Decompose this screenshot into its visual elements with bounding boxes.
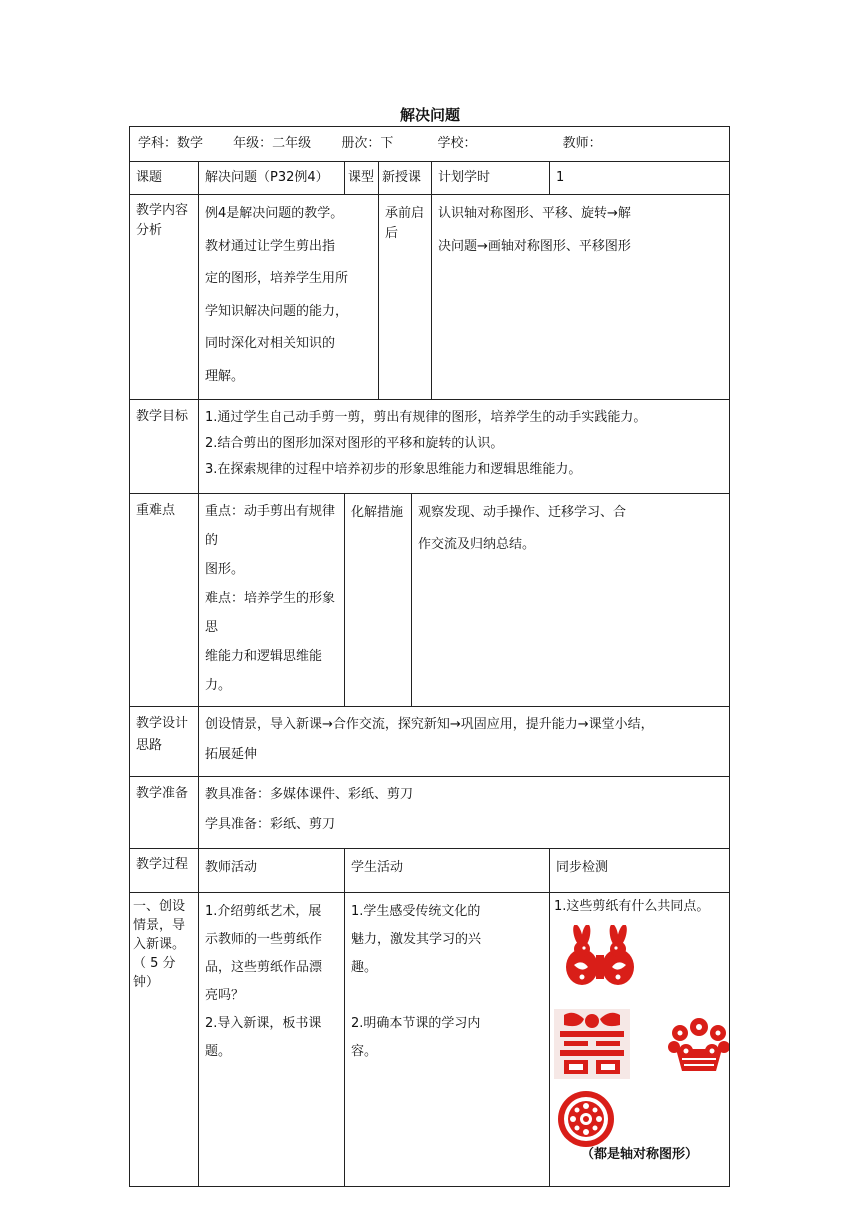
student-line: [351, 982, 543, 1010]
hours-value: 1: [550, 162, 730, 195]
type-label: 课型: [345, 162, 379, 195]
topic-label: 课题: [130, 162, 199, 195]
link-line: 决问题→画轴对称图形、平移图形: [438, 238, 631, 254]
topic-value: 解决问题（P32例4）: [199, 162, 345, 195]
school-field: 学校：: [437, 136, 477, 151]
analysis-line: 理解。: [205, 368, 245, 384]
teacher-line: 品，这些剪纸作品漂: [205, 960, 323, 975]
check-question: 1.这些剪纸有什么共同点。: [554, 899, 710, 914]
analysis-line: 例4是解决问题的教学。: [205, 206, 344, 221]
design-line: 拓展延伸: [205, 747, 258, 762]
link-line: 认识轴对称图形、平移、旋转→解: [438, 206, 631, 221]
analysis-line: 定的图形，培养学生用所: [205, 271, 349, 286]
check-answer: （都是轴对称图形）: [581, 1147, 699, 1162]
teacher-line: 2.导入新课，板书课: [205, 1016, 322, 1031]
design-label: 教学设计思路: [130, 707, 199, 777]
step1-label-line: （ 5 分: [133, 956, 176, 971]
grade-field: 年级：二年级: [233, 136, 312, 151]
design-content: [199, 707, 730, 777]
prep-item: 学具准备：彩纸、剪刀: [205, 817, 336, 832]
prep-content: [199, 777, 730, 849]
analysis-label-text: 教学内容分析: [136, 203, 189, 238]
teacher-line: 示教师的一些剪纸作: [205, 932, 323, 947]
design-line: 创设情景，导入新课→合作交流，探究新知→巩固应用，提升能力→课堂小结，: [205, 717, 654, 732]
measures-line: 观察发现、动手操作、迁移学习、合: [418, 505, 627, 520]
goals-label: 教学目标: [130, 400, 199, 494]
goals-content: [199, 400, 730, 494]
goal-item: 3.在探索规律的过程中培养初步的形象思维能力和逻辑思维能力。: [205, 462, 582, 477]
step1-label: [130, 893, 199, 1187]
teacher-line: 1.介绍剪纸艺术，展: [205, 904, 322, 919]
step1-label-line: 一、创设: [133, 899, 186, 914]
analysis-line: 学知识解决问题的能力，: [205, 303, 349, 319]
subject-field: 学科：数学: [138, 136, 204, 151]
goal-item: 1.通过学生自己动手剪一剪，剪出有规律的图形，培养学生的动手实践能力。: [205, 410, 647, 425]
analysis-label: [130, 195, 199, 400]
student-line: 趣。: [351, 960, 378, 975]
hours-label: 计划学时: [432, 162, 550, 195]
step1-label-line: 入新课。: [133, 937, 186, 952]
prep-label: 教学准备: [130, 777, 199, 849]
measures-label: 化解措施: [345, 494, 412, 707]
teacher-line: 题。: [205, 1044, 232, 1059]
student-line: 1.学生感受传统文化的: [351, 904, 481, 919]
analysis-content: [199, 195, 379, 400]
rabbit-papercut-image: [560, 925, 640, 993]
volume-field: 册次：下: [341, 136, 394, 151]
key-line: 重点：动手剪出有规律的: [205, 504, 336, 548]
col-teacher-header: 教师活动: [199, 849, 345, 893]
key-line: 维能力和逻辑思维能力。: [205, 649, 323, 693]
step1-student: [345, 893, 550, 1187]
analysis-line: 同时深化对相关知识的: [205, 336, 336, 351]
header-row: [130, 127, 730, 162]
key-content: [199, 494, 345, 707]
measures-content: [412, 494, 730, 707]
double-happiness-papercut-image: [554, 1009, 630, 1079]
step1-teacher: [199, 893, 345, 1187]
col-check-header: 同步检测: [550, 849, 730, 893]
type-value: 新授课: [379, 162, 432, 195]
link-content: [432, 195, 730, 400]
step1-label-line: 情景，导: [133, 918, 186, 933]
key-line: 难点：培养学生的形象思: [205, 591, 336, 635]
process-label: 教学过程: [130, 849, 199, 893]
goal-item: 2.结合剪出的图形加深对图形的平移和旋转的认识。: [205, 436, 504, 451]
step1-label-line: 钟）: [133, 975, 160, 990]
lesson-plan-table: [129, 126, 730, 1187]
key-line: 图形。: [205, 562, 245, 577]
papercut-gallery: [554, 917, 725, 1145]
link-label: 承前启后: [379, 195, 432, 400]
measures-line: 作交流及归纳总结。: [418, 537, 536, 552]
step1-check: [550, 893, 730, 1187]
key-label: 重难点: [130, 494, 199, 707]
prep-item: 教具准备：多媒体课件、彩纸、剪刀: [205, 787, 414, 802]
teacher-field: 教师：: [562, 136, 602, 151]
medallion-papercut-image: [556, 1089, 616, 1149]
col-student-header: 学生活动: [345, 849, 550, 893]
document-title: 解决问题: [399, 106, 460, 124]
teacher-line: 亮吗？: [205, 988, 245, 1003]
student-line: 容。: [351, 1044, 378, 1059]
analysis-line: 教材通过让学生剪出指: [205, 238, 336, 254]
student-line: 2.明确本节课的学习内: [351, 1016, 481, 1031]
student-line: 魅力，激发其学习的兴: [351, 932, 482, 947]
flower-basket-papercut-image: [666, 1013, 730, 1077]
